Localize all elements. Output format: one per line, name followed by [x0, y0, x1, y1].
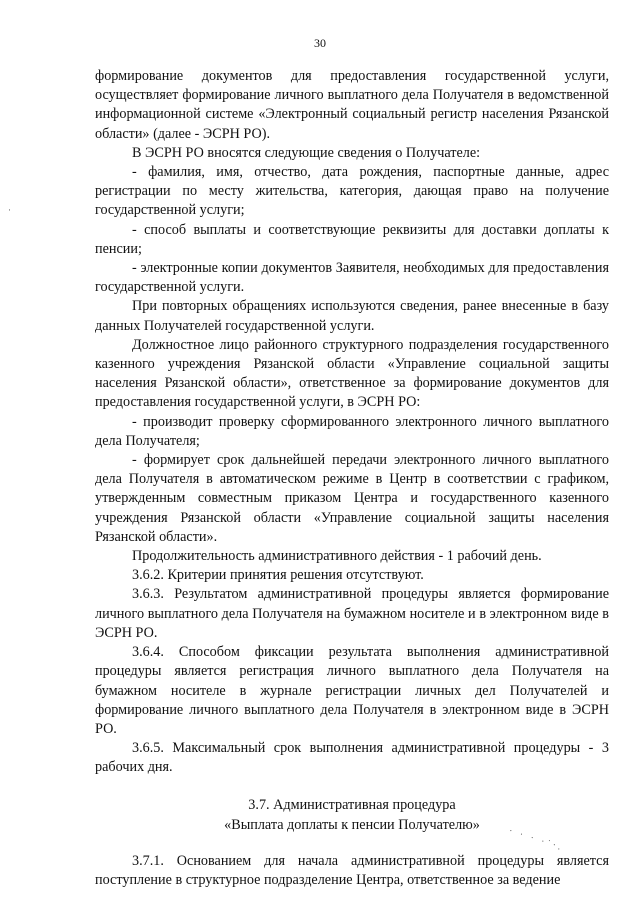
- list-item: - производит проверку сформированного электронного личного выплатного дела Получателя;: [95, 413, 609, 449]
- paragraph: Должностное лицо районного структурного подразделения государственного казенного учреждения Рязанской области «Управление социальной защиты населения Рязанской области», ответственное за формирование документов для предоставления государственной услуги, в ЭСРН РО:: [95, 336, 609, 411]
- clause-3-6-5: 3.6.5. Максимальный срок выполнения административной процедуры - 3 рабочих дня.: [95, 740, 609, 776]
- list-item: - электронные копии документов Заявителя, необходимых для предоставления государственной услуги.: [95, 260, 609, 296]
- scan-mark: ·: [8, 205, 11, 215]
- paragraph: формирование документов для предоставления государственной услуги, осуществляет формирование личного выплатного дела Получателя в ведомственной информационной системе «Электронный социальный регистр населения Рязанской области» (далее - ЭСРН РО).: [95, 68, 609, 142]
- section-heading-line2: «Выплата доплаты к пенсии Получателю»: [224, 816, 480, 833]
- section-heading: [95, 795, 609, 835]
- list-item: - фамилия, имя, отчество, дата рождения, паспортные данные, адрес регистрации по месту жительства, категория, дающая право на получение государственной услуги;: [95, 164, 609, 219]
- clause-3-7-1: 3.7.1. Основанием для начала административной процедуры является поступление в структурное подразделение Центра, ответственное за ведение: [95, 852, 609, 888]
- paragraph: В ЭСРН РО вносятся следующие сведения о Получателе:: [132, 144, 481, 161]
- document-body: [95, 67, 609, 890]
- clause-3-6-2: 3.6.2. Критерии принятия решения отсутствуют.: [132, 567, 424, 584]
- section-heading-line1: 3.7. Административная процедура: [248, 796, 456, 813]
- paragraph: Продолжительность административного действия - 1 рабочий день.: [132, 548, 542, 565]
- clause-3-6-4: 3.6.4. Способом фиксации результата выполнения административной процедуры является регистрация личного выплатного дела Получателя на бумажном носителе в журнале регистрации личных дел Получателей и формирование личного выплатного дела Получателя в электронном виде в ЭСРН РО.: [95, 644, 609, 737]
- clause-3-6-3: 3.6.3. Результатом административной процедуры является формирование личного выплатного дела Получателя на бумажном носителе и в электронном виде в ЭСРН РО.: [95, 586, 609, 641]
- paragraph: При повторных обращениях используются сведения, ранее внесенные в базу данных Получателей государственной услуги.: [95, 298, 609, 334]
- page-number: 30: [314, 36, 326, 50]
- list-item: - формирует срок дальнейшей передачи электронного личного выплатного дела Получателя в автоматическом режиме в Центр в соответствии с графиком, утвержденным совместным приказом Центра и государственного казенного учреждения Рязанской области «Управление социальной защиты населения Рязанской области».: [95, 452, 609, 545]
- list-item: - способ выплаты и соответствующие реквизиты для доставки доплаты к пенсии;: [95, 221, 609, 257]
- scan-noise: · · · ·˙·.: [507, 825, 566, 853]
